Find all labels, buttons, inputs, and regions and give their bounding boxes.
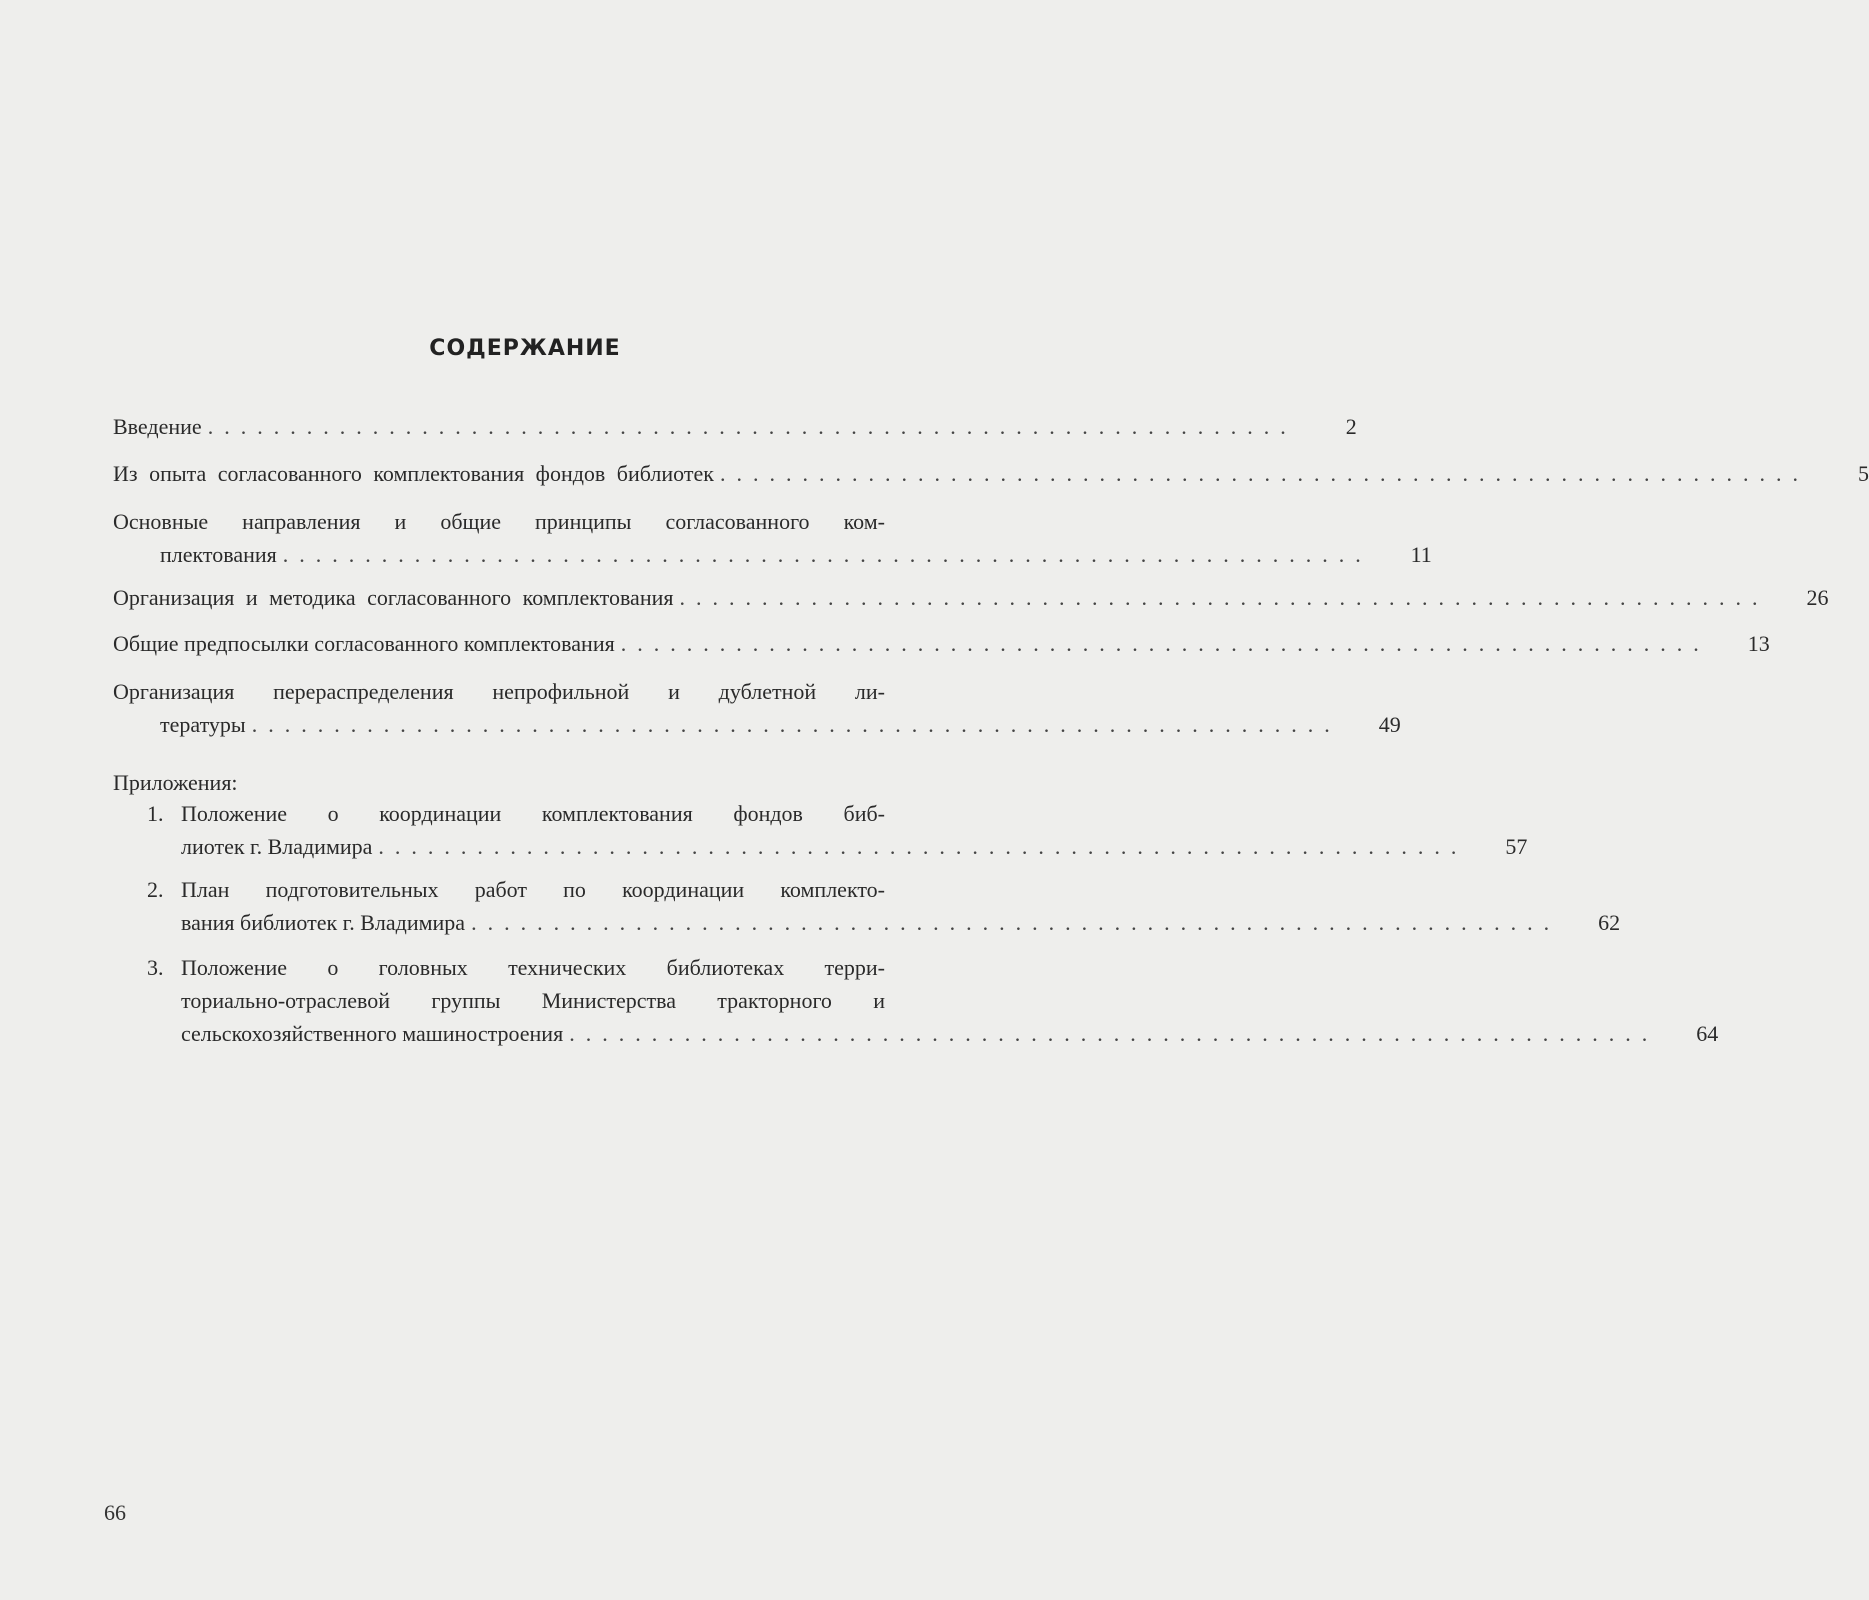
appendix-title: Положение о головных технических библиотеках терри- <box>181 955 885 980</box>
leader-dots: .................................................................. <box>251 712 1341 737</box>
leader-dots: .................................................................. <box>471 910 1561 935</box>
toc-entry-title: Введение <box>113 414 202 439</box>
appendix-title-continued: лиотек г. Владимира <box>181 834 373 859</box>
toc-entry-title: Общие предпосылки согласованного комплектования <box>113 631 615 656</box>
toc-page-number: 62 <box>1598 910 1621 935</box>
toc-page-number: 57 <box>1505 834 1528 859</box>
appendix-title-continued: ториально-отраслевой группы Министерства тракторного и <box>181 988 885 1013</box>
toc-page-number: 49 <box>1378 712 1401 737</box>
appendix-number: 3. <box>147 955 164 980</box>
leader-dots: .................................................................. <box>282 542 1372 567</box>
toc-entry-title: Из опыта согласованного комплектования фондов библиотек <box>113 461 714 486</box>
appendix-entry <box>147 951 1719 1050</box>
toc-entry-title: Основные направления и общие принципы согласованного ком- <box>113 509 885 534</box>
leader-dots: .................................................................. <box>679 585 1769 610</box>
toc-entry-title-continued: плектования <box>160 542 277 567</box>
toc-page-number: 2 <box>1345 414 1357 439</box>
toc-entry-title: Организация перераспределения непрофильной и дублетной ли- <box>113 679 885 704</box>
leader-dots: .................................................................. <box>569 1021 1659 1046</box>
toc-page-number: 64 <box>1696 1021 1719 1046</box>
toc-entry <box>113 675 1401 741</box>
appendix-number: 2. <box>147 877 164 902</box>
toc-page-number: 13 <box>1747 631 1770 656</box>
leader-dots: .................................................................. <box>378 834 1468 859</box>
leader-dots: .................................................................. <box>719 461 1809 486</box>
appendix-number: 1. <box>147 801 164 826</box>
appendix-entry <box>147 797 1528 863</box>
appendices-heading: Приложения: <box>113 770 238 795</box>
page-title: СОДЕРЖАНИЕ <box>429 336 621 361</box>
leader-dots: .................................................................. <box>620 631 1710 656</box>
appendix-title: Положение о координации комплектования фондов биб- <box>181 801 885 826</box>
appendix-title: План подготовительных работ по координации комплекто- <box>181 877 885 902</box>
toc-entry <box>113 457 1869 490</box>
leader-dots: .................................................................. <box>207 414 1297 439</box>
toc-page-number: 11 <box>1410 542 1432 567</box>
toc-entry <box>113 581 1829 614</box>
toc-entry <box>113 410 1357 443</box>
toc-entry-title-continued: тературы <box>160 712 246 737</box>
appendix-title-continued: сельскохозяйственного машиностроения <box>181 1021 564 1046</box>
appendix-title-continued: вания библиотек г. Владимира <box>181 910 466 935</box>
toc-entry <box>113 627 1770 660</box>
appendix-entry <box>147 873 1621 939</box>
toc-entry <box>113 505 1432 571</box>
toc-page-number: 26 <box>1806 585 1829 610</box>
toc-page-number: 5 <box>1857 461 1869 486</box>
page-number: 66 <box>104 1500 126 1525</box>
toc-entry-title: Организация и методика согласованного комплектования <box>113 585 674 610</box>
